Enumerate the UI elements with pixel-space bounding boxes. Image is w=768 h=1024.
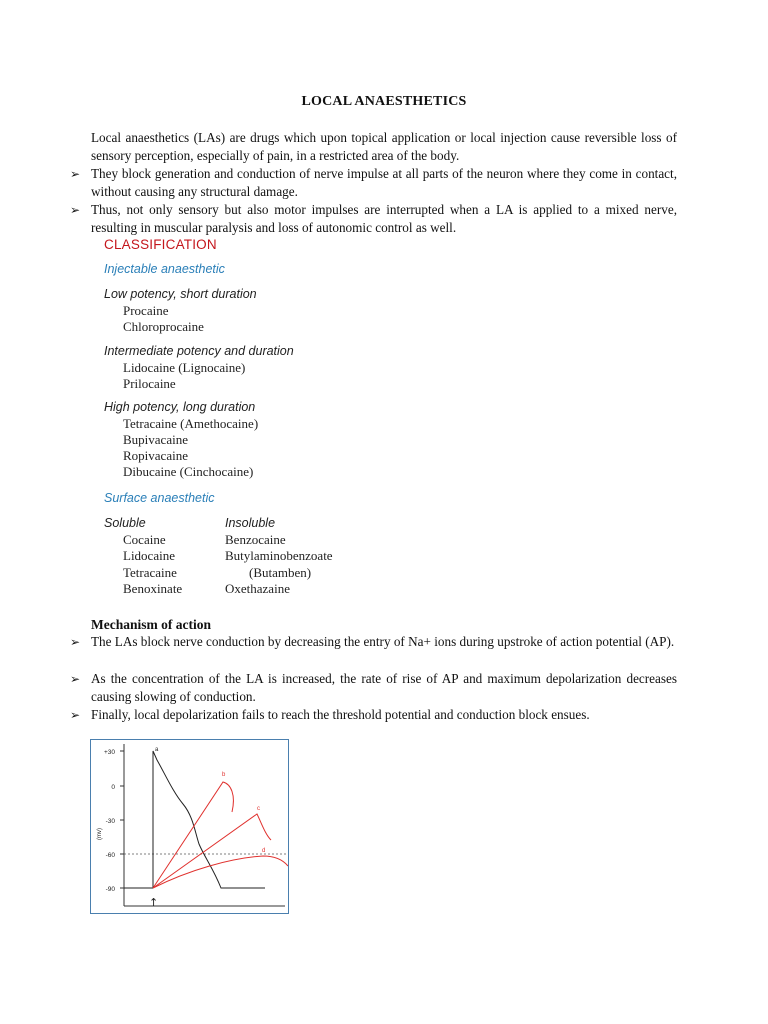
bullet-text: The LAs block nerve conduction by decreasing the entry of Na+ ions during upstroke of action potential (AP). xyxy=(91,634,675,649)
drug-name: Ropivacaine xyxy=(123,448,188,463)
page-title: LOCAL ANAESTHETICS xyxy=(301,94,467,109)
group-label: Intermediate potency and duration xyxy=(104,344,294,358)
drug-name: Cocaine xyxy=(123,532,166,547)
group-label: Low potency, short duration xyxy=(104,287,257,301)
drug-name: Procaine xyxy=(123,303,169,318)
arrow-bullet-icon: ➢ xyxy=(70,635,81,649)
bullet-item xyxy=(70,706,677,724)
curve-d xyxy=(153,856,288,888)
soluble-label: Soluble xyxy=(104,516,146,530)
y-tick-label: +30 xyxy=(103,749,115,756)
action-potential-graph xyxy=(91,740,288,913)
curve-label: d xyxy=(262,848,266,854)
drug-name: Tetracaine xyxy=(123,565,177,580)
arrow-bullet-icon: ➢ xyxy=(70,167,81,181)
curve-label: b xyxy=(222,772,226,778)
classification-heading: CLASSIFICATION xyxy=(104,237,217,252)
drug-name: Lidocaine xyxy=(123,548,175,563)
drug-name: Lidocaine (Lignocaine) xyxy=(123,360,246,375)
arrow-bullet-icon: ➢ xyxy=(70,672,81,686)
y-tick-label: -30 xyxy=(105,818,115,825)
intro-paragraph: Local anaesthetics (LAs) are drugs which upon topical application or local injection cause reversible loss of sensory perception, especially of pain, in a restricted area of the body. xyxy=(91,130,677,163)
surface-heading: Surface anaesthetic xyxy=(104,491,215,505)
curve-b xyxy=(153,782,233,888)
drug-name: Benzocaine xyxy=(225,532,286,547)
arrow-bullet-icon: ➢ xyxy=(70,203,81,217)
curve-a xyxy=(153,751,265,888)
drug-name: Chloroprocaine xyxy=(123,319,204,334)
y-tick-label: -90 xyxy=(105,886,115,893)
arrow-bullet-icon: ➢ xyxy=(70,708,81,722)
bullet-item xyxy=(70,633,677,669)
group-label: High potency, long duration xyxy=(104,400,256,414)
drug-name: Tetracaine (Amethocaine) xyxy=(123,416,259,431)
curve-label: c xyxy=(257,806,260,812)
bullet-item xyxy=(70,201,677,237)
bullet-text: Finally, local depolarization fails to reach the threshold potential and conduction block ensues. xyxy=(91,707,590,722)
y-tick-label: 0 xyxy=(111,784,115,791)
action-potential-figure xyxy=(90,739,289,914)
bullet-text: They block generation and conduction of nerve impulse at all parts of the neuron where they come in contact, without causing any structural damage. xyxy=(91,166,677,199)
curve-c xyxy=(153,814,271,888)
drug-name: Butylaminobenzoate xyxy=(225,548,333,563)
drug-name: Dibucaine (Cinchocaine) xyxy=(123,464,254,479)
mechanism-heading: Mechanism of action xyxy=(91,617,211,632)
bullet-text: As the concentration of the LA is increased, the rate of rise of AP and maximum depolarization decreases causing slowing of conduction. xyxy=(91,671,677,704)
injectable-heading: Injectable anaesthetic xyxy=(104,262,225,276)
drug-name: Bupivacaine xyxy=(123,432,188,447)
insoluble-label: Insoluble xyxy=(225,516,276,530)
bullet-item xyxy=(70,165,677,201)
y-axis-label: (mv) xyxy=(97,828,103,840)
bullet-item xyxy=(70,670,677,706)
drug-name: Oxethazaine xyxy=(225,581,290,596)
drug-name: (Butamben) xyxy=(249,565,312,580)
bullet-text: Thus, not only sensory but also motor impulses are interrupted when a LA is applied to a mixed nerve, resulting in muscular paralysis and loss of autonomic control as well. xyxy=(91,202,677,235)
drug-name: Benoxinate xyxy=(123,581,183,596)
stimulus-arrow-icon: ↑ xyxy=(149,896,159,909)
curve-label: a xyxy=(155,747,159,753)
drug-name: Prilocaine xyxy=(123,376,176,391)
y-tick-label: -60 xyxy=(105,852,115,859)
